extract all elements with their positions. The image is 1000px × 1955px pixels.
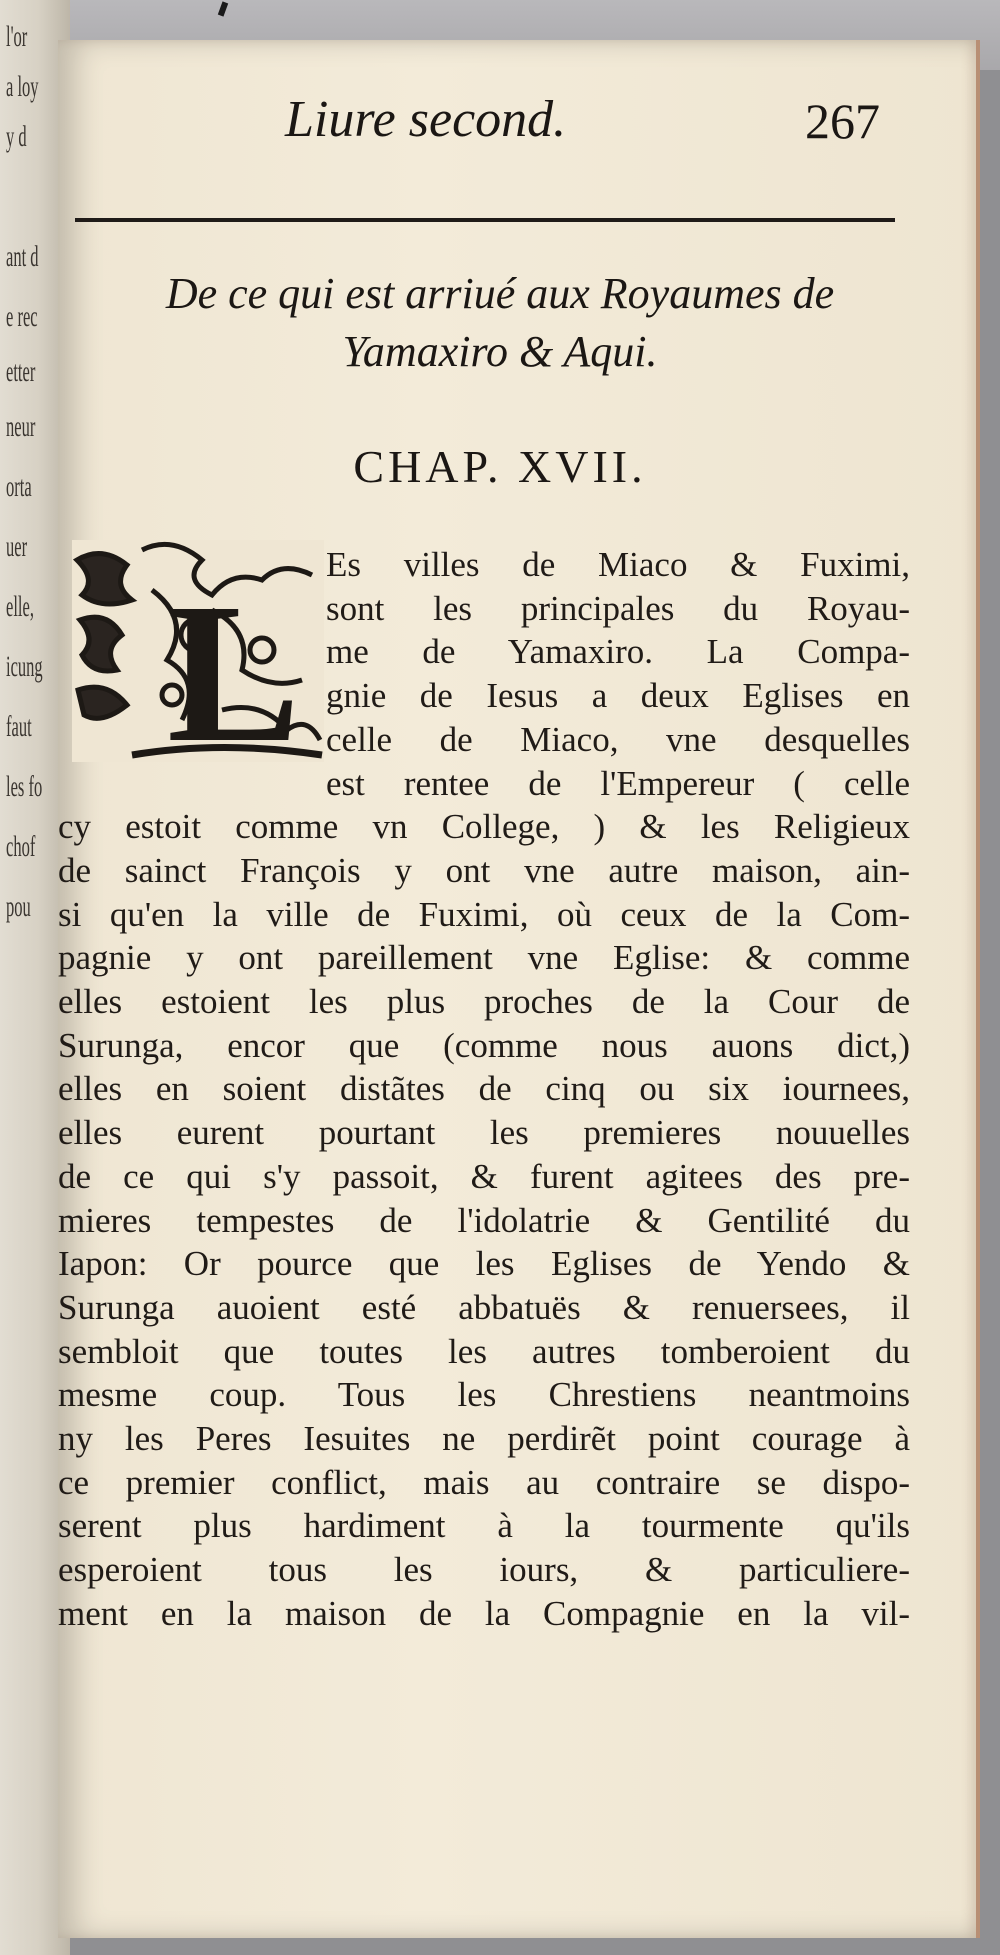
prev-fragment: orta bbox=[6, 470, 32, 503]
text-line: ment en la maison de la Compagnie en la vil- bbox=[58, 1593, 910, 1633]
prev-fragment: uer bbox=[6, 530, 28, 563]
chapter-title bbox=[80, 265, 920, 381]
prev-fragment: icung bbox=[6, 650, 43, 683]
chapter-title-line: Yamaxiro & Aqui. bbox=[342, 327, 658, 376]
text-line: me de Yamaxiro. La Compa- bbox=[326, 632, 910, 672]
text-line: ce premier conflict, mais au contraire se dispo- bbox=[58, 1462, 910, 1502]
prev-fragment: pou bbox=[6, 890, 31, 923]
text-line: de sainct François y ont vne autre maison, ain- bbox=[58, 850, 910, 890]
prev-fragment: neur bbox=[6, 410, 36, 443]
text-line: gnie de Iesus a deux Eglises en bbox=[326, 676, 910, 716]
text-line: Surunga auoient esté abbatuës & renuersees, il bbox=[58, 1287, 910, 1327]
text-line: cy estoit comme vn College, ) & les Religieux bbox=[58, 807, 910, 847]
text-line: Iapon: Or pource que les Eglises de Yendo & bbox=[58, 1244, 910, 1284]
prev-fragment: faut bbox=[6, 710, 32, 743]
prev-fragment: chof bbox=[6, 830, 36, 863]
drop-cap-letter: L bbox=[167, 563, 301, 762]
header-rule bbox=[75, 218, 895, 222]
text-line: sont les principales du Royau- bbox=[326, 588, 910, 628]
text-line: elles en soient distãtes de cinq ou six iournees, bbox=[58, 1069, 910, 1109]
text-line: mieres tempestes de l'idolatrie & Gentilité du bbox=[58, 1200, 910, 1240]
running-head: Liure second. bbox=[285, 91, 567, 148]
text-line: serent plus hardiment à la tourmente qu'ils bbox=[58, 1506, 910, 1546]
body-text bbox=[58, 543, 910, 1636]
text-line: mesme coup. Tous les Chrestiens neantmoins bbox=[58, 1375, 910, 1415]
prev-fragment: a loy bbox=[6, 70, 39, 103]
prev-fragment: l'or bbox=[6, 20, 28, 53]
text-line: si qu'en la ville de Fuximi, où ceux de la Com- bbox=[58, 894, 910, 934]
prev-fragment: e rec bbox=[6, 300, 38, 333]
text-line: ny les Peres Iesuites ne perdirẽt point courage à bbox=[58, 1419, 910, 1459]
text-line: celle de Miaco, vne desquelles bbox=[326, 719, 910, 759]
text-line: est rentee de l'Empereur ( celle bbox=[326, 763, 910, 803]
page-header bbox=[230, 90, 910, 160]
text-line: elles eurent pourtant les premieres nouuelles bbox=[58, 1113, 910, 1153]
prev-fragment: elle, bbox=[6, 590, 34, 623]
text-line: esperoient tous les iours, & particuliere- bbox=[58, 1550, 910, 1590]
text-line: pagnie y ont pareillement vne Eglise: & comme bbox=[58, 938, 910, 978]
prev-fragment: y d bbox=[6, 120, 27, 153]
prev-fragment: les fo bbox=[6, 770, 43, 803]
chapter-title-line: De ce qui est arriué aux Royaumes de bbox=[165, 269, 835, 318]
text-line: Es villes de Miaco & Fuximi, bbox=[326, 545, 910, 584]
text-line: elles estoient les plus proches de la Cour de bbox=[58, 982, 910, 1022]
text-line: de ce qui s'y passoit, & furent agitees des pre- bbox=[58, 1156, 910, 1196]
prev-fragment: etter bbox=[6, 355, 36, 388]
text-line: Surunga, encor que (comme nous auons dict,) bbox=[58, 1025, 910, 1065]
text-line: sembloit que toutes les autres tomberoient du bbox=[58, 1331, 910, 1371]
page-number: 267 bbox=[805, 93, 880, 149]
prev-fragment: ant d bbox=[6, 240, 39, 273]
chapter-heading: CHAP. XVII. bbox=[353, 441, 647, 492]
